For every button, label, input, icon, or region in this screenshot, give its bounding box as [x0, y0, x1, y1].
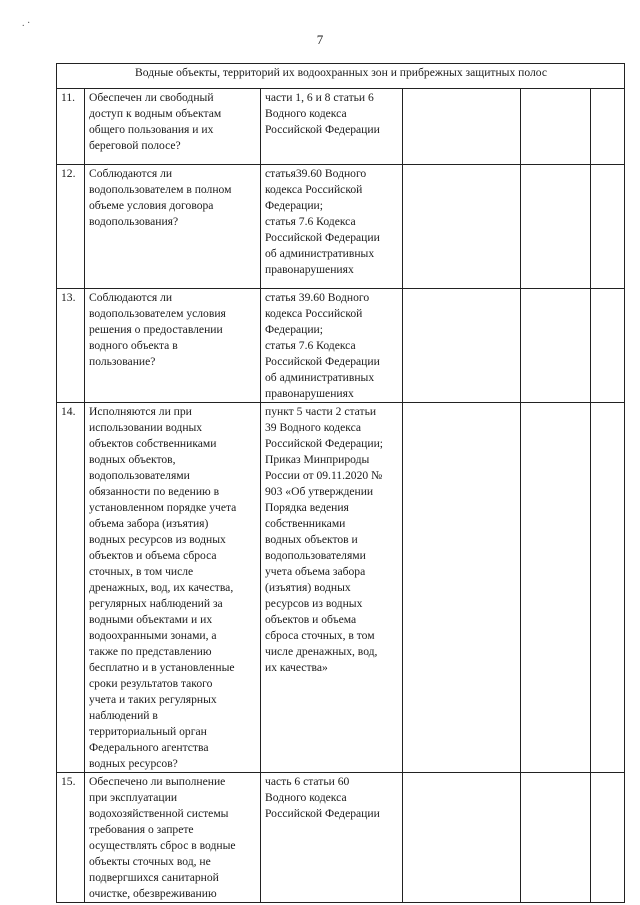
section-title: Водные объекты, территорий их водоохранных зон и прибрежных защитных полос	[57, 64, 625, 89]
reference-cell	[261, 773, 403, 903]
empty-cell-5	[521, 165, 591, 289]
section-header-row	[57, 64, 625, 89]
empty-cell-5	[521, 89, 591, 165]
question-cell	[85, 89, 261, 165]
row-number: 14.	[57, 403, 85, 773]
row-number: 11.	[57, 89, 85, 165]
question-text: Обеспечен ли свободный доступ к водным объектам общего пользования и их береговой полосе?	[89, 91, 222, 152]
table-row	[57, 165, 625, 289]
question-cell	[85, 773, 261, 903]
empty-cell-4	[403, 165, 521, 289]
reference-cell	[261, 403, 403, 773]
empty-cell-4	[403, 89, 521, 165]
table-row	[57, 89, 625, 165]
question-text: Исполняются ли при использовании водных объектов собственниками водных объектов, водопользователями обязанности по ведению в установленном порядке учета объема забора (изъятия) водных ресурсов из водных объектов и объема сброса сточных, в том числе дренажных, вод, их качества, регулярных наблюдений за водными объектами и их водоохранными зонами, а также по представлению бесплатно и в установленные сроки результатов такого учета и таких регулярных наблюдений в территориальный орган Федерального агентства водных ресурсов?	[89, 405, 237, 770]
table-row	[57, 773, 625, 903]
reference-text: пункт 5 части 2 статьи 39 Водного кодекса Российской Федерации; Приказ Минприроды России от 09.11.2020 № 903 «Об утверждении Порядка ведения собственниками водных объектов и водопользователями учета объема забора (изъятия) водных ресурсов из водных объектов и объема сброса сточных, в том числе дренажных, вод, их качества»	[265, 405, 384, 674]
page-number: 7	[316, 32, 324, 47]
empty-cell-6	[591, 165, 625, 289]
row-number: 12.	[57, 165, 85, 289]
empty-cell-5	[521, 403, 591, 773]
reference-cell	[261, 89, 403, 165]
question-text: Соблюдаются ли водопользователем в полном объеме условия договора водопользования?	[89, 167, 232, 228]
reference-text: часть 6 статьи 60 Водного кодекса Российской Федерации	[265, 775, 380, 820]
empty-cell-6	[591, 289, 625, 403]
empty-cell-4	[403, 403, 521, 773]
checklist-table	[56, 63, 625, 903]
reference-cell	[261, 165, 403, 289]
row-number: 13.	[57, 289, 85, 403]
empty-cell-6	[591, 403, 625, 773]
empty-cell-4	[403, 289, 521, 403]
empty-cell-6	[591, 773, 625, 903]
corner-marks: . ·	[22, 18, 31, 29]
table-row	[57, 289, 625, 403]
question-text: Соблюдаются ли водопользователем условия решения о предоставлении водного объекта в пользование?	[89, 291, 226, 368]
question-text: Обеспечено ли выполнение при эксплуатации водохозяйственной системы требования о запрете осуществлять сброс в водные объекты сточных вод, не подвергшихся санитарной очистке, обезвреживанию	[89, 775, 236, 900]
table-row	[57, 403, 625, 773]
reference-text: части 1, 6 и 8 статьи 6 Водного кодекса Российской Федерации	[265, 91, 380, 136]
question-cell	[85, 165, 261, 289]
reference-text: статья 39.60 Водного кодекса Российской Федерации; статья 7.6 Кодекса Российской Федерации об административных правонарушениях	[265, 291, 380, 400]
empty-cell-5	[521, 289, 591, 403]
reference-text: статья39.60 Водного кодекса Российской Федерации; статья 7.6 Кодекса Российской Федерации об административных правонарушениях	[265, 167, 380, 276]
question-cell	[85, 289, 261, 403]
row-number: 15.	[57, 773, 85, 903]
empty-cell-6	[591, 89, 625, 165]
question-cell	[85, 403, 261, 773]
reference-cell	[261, 289, 403, 403]
empty-cell-4	[403, 773, 521, 903]
empty-cell-5	[521, 773, 591, 903]
